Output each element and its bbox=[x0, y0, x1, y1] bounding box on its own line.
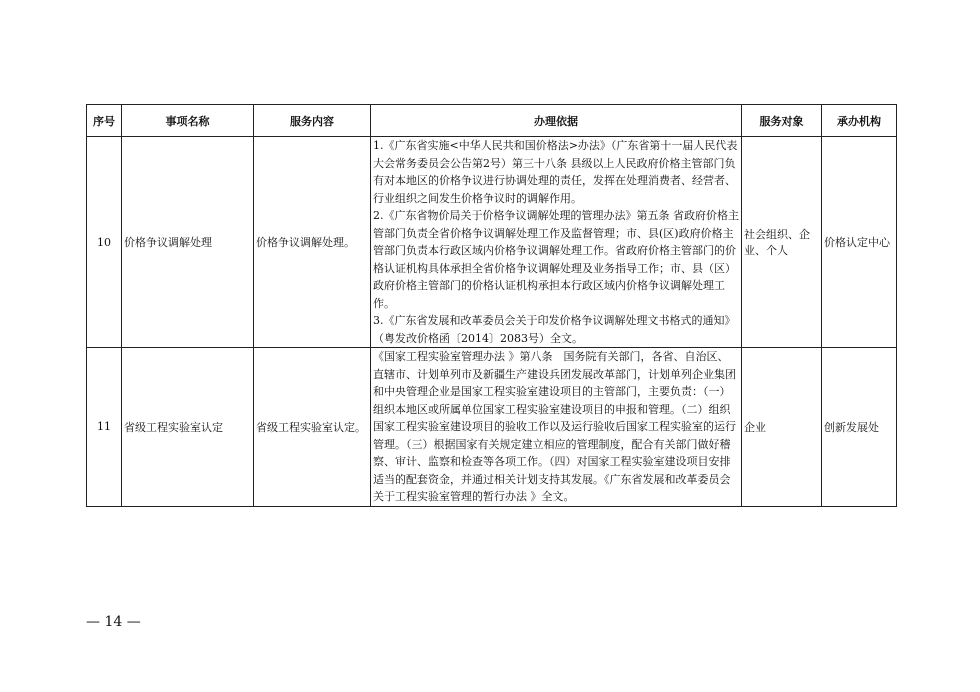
row-service-target: 企业 bbox=[742, 348, 822, 507]
row-service-target: 社会组织、企业、个人 bbox=[742, 137, 822, 348]
table-header-row bbox=[87, 105, 897, 137]
header-seq: 序号 bbox=[87, 105, 122, 137]
row-basis bbox=[371, 348, 742, 507]
basis-paragraph: 1.《广东省实施<中华人民共和国价格法>办法》（广东省第十一届人民代表大会常务委员会公告第2号）第三十八条 县级以上人民政府价格主管部门负有对本地区的价格争议进行协调处理的责任，发挥在处理消费者、经营者、行业组织之间发生价格争议时的调解作用。 bbox=[373, 139, 738, 205]
row-basis bbox=[371, 137, 742, 348]
page-number: — 14 — bbox=[86, 614, 141, 630]
basis-paragraph: 2.《广东省物价局关于价格争议调解处理的管理办法》第五条 省政府价格主管部门负责全省价格争议调解处理工作及监督管理；市、县(区)政府价格主管部门负责本行政区域内价格争议调解处理工作。省政府价格主管部门的价格认证机构具体承担全省价格争议调解处理及业务指导工作；市、县（区）政府价格主管部门的价格认证机构承担本行政区域内价格争议调解处理工作。 bbox=[373, 209, 739, 310]
row-item-name: 省级工程实验室认定 bbox=[122, 348, 254, 507]
header-basis: 办理依据 bbox=[371, 105, 742, 137]
row-item-name: 价格争议调解处理 bbox=[122, 137, 254, 348]
row-seq: 10 bbox=[87, 137, 122, 348]
row-seq: 11 bbox=[87, 348, 122, 507]
basis-paragraph: 3.《广东省发展和改革委员会关于印发价格争议调解处理文书格式的通知》（粤发改价格函〔2014〕2083号）全文。 bbox=[373, 314, 736, 345]
header-service-target: 服务对象 bbox=[742, 105, 822, 137]
row-organization: 价格认定中心 bbox=[822, 137, 897, 348]
header-organization: 承办机构 bbox=[822, 105, 897, 137]
row-organization: 创新发展处 bbox=[822, 348, 897, 507]
basis-paragraph: 《国家工程实验室管理办法 》第八条 国务院有关部门，各省、自治区、直辖市、计划单列市及新疆生产建设兵团发展改革部门，计划单列企业集团和中央管理企业是国家工程实验室建设项目的主管部门，主要负责：（一）组织本地区或所属单位国家工程实验室建设项目的申报和管理。（二）组织国家工程实验室建设项目的验收工作以及运行验收后国家工程实验室的运行管理。（三）根据国家有关规定建立相应的管理制度，配合有关部门做好稽察、审计、监察和检查等各项工作。（四）对国家工程实验室建设项目安排适当的配套资金，并通过相关计划支持其发展。《广东省发展和改革委员会关于工程实验室管理的暂行办法 》全文。 bbox=[373, 350, 736, 503]
table-row bbox=[87, 348, 897, 507]
row-service-content: 价格争议调解处理。 bbox=[254, 137, 371, 348]
table-row bbox=[87, 137, 897, 348]
service-items-table bbox=[86, 104, 897, 507]
header-item-name: 事项名称 bbox=[122, 105, 254, 137]
row-service-content: 省级工程实验室认定。 bbox=[254, 348, 371, 507]
header-service-content: 服务内容 bbox=[254, 105, 371, 137]
